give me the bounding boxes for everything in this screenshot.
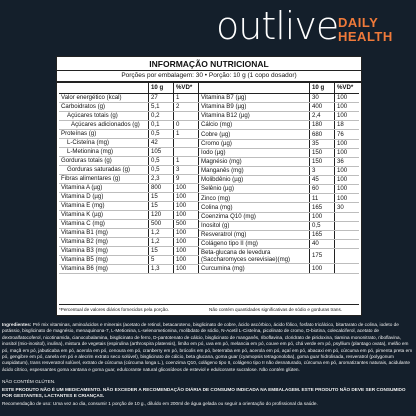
nutrient-row [199, 221, 359, 230]
nutrient-name: Coenzima Q10 (mg) [199, 212, 310, 221]
nutrient-amount: 27 [149, 93, 174, 102]
nutrient-name: Vitamina B5 (mg) [59, 255, 149, 264]
nutrient-vd [335, 212, 360, 221]
nutrient-amount: 105 [149, 147, 174, 156]
nutrition-table-left [59, 83, 199, 274]
nutrient-row [59, 102, 199, 111]
nutrient-name: Valor energético (kcal) [59, 93, 149, 102]
nutrient-amount: 680 [310, 130, 335, 139]
nutrient-name: Vitamina C (mg) [59, 219, 149, 228]
nutrient-row [59, 183, 199, 192]
nutrient-vd: 100 [335, 185, 360, 194]
nutrient-vd: 100 [335, 102, 360, 111]
nutrient-row [199, 230, 359, 239]
nutrient-vd: 100 [174, 183, 199, 192]
nutrient-row [199, 212, 359, 221]
nutrient-name: Curcumina (mg) [199, 264, 310, 273]
nutrient-name: Carboidratos (g) [59, 102, 149, 111]
nutrient-amount: 175 [310, 249, 335, 264]
nutrient-name: Selênio (µg) [199, 185, 310, 194]
header-nutrient [59, 83, 149, 93]
nutrient-row [199, 264, 359, 273]
nutrient-amount: 45 [310, 176, 335, 185]
nutrient-amount: 35 [310, 139, 335, 148]
nutrient-name: Gorduras saturadas (g) [59, 165, 149, 174]
nutrient-amount: 42 [149, 138, 174, 147]
nutrient-row [59, 138, 199, 147]
nutrient-name: Manganês (mg) [199, 166, 310, 175]
nutrient-amount: 15 [149, 246, 174, 255]
nutrient-vd: 500 [174, 219, 199, 228]
nutrient-row [199, 240, 359, 249]
nutrient-vd: 0 [174, 120, 199, 129]
nutrient-amount: 165 [310, 230, 335, 239]
nutrient-amount: 15 [149, 192, 174, 201]
nutrient-row [59, 228, 199, 237]
nutrient-name: Vitamina K (µg) [59, 210, 149, 219]
usage-recommendation: Recomendação de uso: Uma vez ao dia, consumir 1 porção de 10 g., diluído em 200ml de água gelada ou seguir a orientação do profissional da saúde. [2, 401, 318, 406]
nutrient-name: L-Cisteína (mg) [59, 138, 149, 147]
header [0, 0, 416, 52]
nutrient-row [199, 112, 359, 121]
ingredients-text [2, 322, 414, 373]
nutrient-amount: 3 [310, 166, 335, 175]
nutrient-name: Vitamina B1 (mg) [59, 228, 149, 237]
nutrient-name: Vitamina B2 (mg) [59, 237, 149, 246]
nutrient-amount: 15 [149, 201, 174, 210]
nutrient-amount: 11 [310, 194, 335, 203]
nutrient-vd: 9 [174, 174, 199, 183]
nutrient-row [59, 129, 199, 138]
nutrient-name: Inositol (g) [199, 221, 310, 230]
nutrient-amount: 120 [149, 210, 174, 219]
nutrient-amount: 1,2 [149, 228, 174, 237]
nutrient-row [199, 176, 359, 185]
nutrient-vd: 100 [335, 139, 360, 148]
nutrient-name: Resveratrol (mg) [199, 230, 310, 239]
nutrient-row [59, 165, 199, 174]
nutrient-name: Vitamina D (µg) [59, 192, 149, 201]
nutrient-vd: 18 [335, 121, 360, 130]
ingredients-list: Pré mix vitaminas, aminoácidos e minerais (acetato de retinol, betacaroteno, bisglicinato de cobre, ácido ascórbico, ácido fólico, fosfato tricálcico, bitartarato de colina, iodeto de potássio, bisglicinato de magnésio, menaquinona-7, L-Metionina, L-selenometionina, molibdato de sódio, N-Acetil L-Cisteína, picolinato de cromo, D-biotina, colecalciferol, acetato de dextroalfatocoferol, nicotinamida, cianocobalamina, bisglicinato de ferro, D-pantotenato de cálcio, bisglicinato de manganês, riboflavina, cloridrato de piridoxina, tiamina mononitrato, riboflavina, inositol (mio-inositol), inulina), mistura de vegetais (espirulina (arthrospira platensis), limão em pó, uva em pó, melancia em pó, couve em pó, chá verde em pó, psyllium (plantago ovata), melão em pó, maçã em pó, jabuticaba em pó, acerola em pó, cenoura em pó, cranberry em pó, brócolis em pó, beterraba em pó, acerola em pó, açaí em pó, abacaxi em pó, cúrcuma em pó, pimenta preta em pó, gengibre em pó, canela em pó e alecrim extrato seco solúvel), bisglicinato de cálcio, beta glucana, goma guar (cyamopsis tetragonoloba), goma guar hidrolisada, resveratrol (polygonum cuspidatum), trans resveratrol solúvel, extrato de cúrcuma (cúrcuma longa L.), coenzima Q10, colágeno tipo II, colágeno tipo II não desnaturado, cúrcuma em pó, aromatizantes naturais, acidulante ácido cítrico, espessantes goma xantana e goma guar, edulcorante natural glicosídeos de esteviol e edulcorante sucralose. Não contém glúten. [2, 322, 413, 372]
nutrient-vd [335, 221, 360, 230]
nutrient-amount: 180 [310, 121, 335, 130]
header-vd: %VD* [335, 83, 360, 93]
nutrient-amount: 150 [310, 148, 335, 157]
nutrient-name: Proteínas (g) [59, 129, 149, 138]
nutrient-vd: 100 [335, 93, 360, 102]
nutrient-vd: 100 [174, 255, 199, 264]
nutrient-vd: 100 [174, 264, 199, 273]
nutrition-title: INFORMAÇÃO NUTRICIONAL [57, 57, 361, 71]
nutrient-vd: 36 [335, 157, 360, 166]
nutrient-name: Gorduras totais (g) [59, 156, 149, 165]
nutrient-vd: 30 [335, 203, 360, 212]
nutrient-amount: 1,2 [149, 237, 174, 246]
nutrient-amount: 0,5 [310, 221, 335, 230]
nutrient-amount: 5 [149, 255, 174, 264]
nutrient-row [59, 219, 199, 228]
nutrient-amount: 100 [310, 264, 335, 273]
brand-tagline-line1: DAILY [338, 15, 379, 30]
nutrient-amount: 800 [149, 183, 174, 192]
nutrient-name: Fibras alimentares (g) [59, 174, 149, 183]
nutrient-vd [174, 111, 199, 120]
nutrient-row [59, 264, 199, 273]
nutrient-name: Cromo (µg) [199, 139, 310, 148]
nutrient-row [199, 102, 359, 111]
nutrient-amount: 150 [310, 157, 335, 166]
header-vd: %VD* [174, 83, 199, 93]
nutrient-row [199, 249, 359, 264]
nutrient-name: Vitamina E (mg) [59, 201, 149, 210]
nutrient-vd: 100 [174, 192, 199, 201]
nutrient-row [59, 111, 199, 120]
nutrient-row [59, 201, 199, 210]
nutrient-vd: 76 [335, 130, 360, 139]
nutrient-row [59, 156, 199, 165]
ingredients-heading: Ingredientes: [2, 322, 32, 327]
nutrient-row [199, 194, 359, 203]
nutrient-amount: 400 [310, 102, 335, 111]
nutrient-row [59, 246, 199, 255]
nutrient-row [199, 185, 359, 194]
nutrient-vd: 100 [174, 237, 199, 246]
nutrient-amount: 0,2 [149, 111, 174, 120]
nutrient-amount: 0,5 [149, 156, 174, 165]
nutrient-amount: 0,1 [149, 120, 174, 129]
nutrient-vd [174, 147, 199, 156]
nutrient-vd: 100 [174, 210, 199, 219]
nutrient-amount: 2,4 [310, 112, 335, 121]
nutrient-vd [335, 264, 360, 273]
nutrient-name: Açúcares totais (g) [59, 111, 149, 120]
nutrient-row [59, 192, 199, 201]
nutrient-vd: 100 [335, 112, 360, 121]
nutrient-name: Vitamina B3 (mg) [59, 246, 149, 255]
nutrient-amount: 165 [310, 203, 335, 212]
nutrient-vd: 1 [174, 129, 199, 138]
nutrient-name: Cobre (µg) [199, 130, 310, 139]
nutrient-row [59, 255, 199, 264]
nutrient-row [199, 93, 359, 102]
footnote-vd: *Percentual de valores diários fornecidos pela porção. [59, 307, 170, 312]
gluten-notice: NÃO CONTÉM GLÚTEN. [2, 379, 56, 384]
nutrient-vd: 100 [335, 148, 360, 157]
nutrient-vd: 100 [174, 228, 199, 237]
nutrient-amount: 0,5 [149, 129, 174, 138]
nutrient-amount: 2,3 [149, 174, 174, 183]
nutrient-vd: 100 [335, 194, 360, 203]
nutrient-amount: 500 [149, 219, 174, 228]
header-amount: 10 g [149, 83, 174, 93]
nutrient-row [199, 130, 359, 139]
nutrient-amount: 40 [310, 240, 335, 249]
nutrient-row [199, 203, 359, 212]
nutrient-name: Vitamina A (µg) [59, 183, 149, 192]
nutrient-name: Iodo (µg) [199, 148, 310, 157]
brand-logo: outlive [216, 4, 339, 48]
nutrient-vd: 3 [174, 165, 199, 174]
header-nutrient [199, 83, 310, 93]
nutrient-amount: 1,3 [149, 264, 174, 273]
nutrient-name: Colágeno tipo II (mg) [199, 240, 310, 249]
nutrient-name: Magnésio (mg) [199, 157, 310, 166]
nutrient-name: Cálcio (mg) [199, 121, 310, 130]
nutrient-row [59, 147, 199, 156]
nutrient-name: Vitamina B9 (µg) [199, 102, 310, 111]
nutrient-name: Açúcares adicionados (g) [59, 120, 149, 129]
nutrient-vd: 1 [174, 156, 199, 165]
nutrition-facts-panel [56, 56, 362, 316]
nutrient-row [59, 174, 199, 183]
nutrient-vd: 100 [335, 166, 360, 175]
nutrient-name: Colina (mg) [199, 203, 310, 212]
nutrient-amount: 0,5 [149, 165, 174, 174]
brand-tagline-line2: HEALTH [338, 29, 393, 44]
header-amount: 10 g [310, 83, 335, 93]
nutrient-vd: 2 [174, 102, 199, 111]
nutrient-row [59, 93, 199, 102]
nutrition-footnotes [59, 304, 359, 313]
nutrient-name: L-Metionina (mg) [59, 147, 149, 156]
nutrition-table-right [199, 83, 359, 274]
nutrient-row [59, 120, 199, 129]
nutrient-row [199, 139, 359, 148]
nutrient-vd: 1 [174, 93, 199, 102]
nutrient-row [199, 157, 359, 166]
nutrient-name: Molibdênio (µg) [199, 176, 310, 185]
nutrient-vd [174, 138, 199, 147]
nutrient-row [59, 210, 199, 219]
nutrient-vd [335, 249, 360, 264]
medicine-warning: ESTE PRODUTO NÃO É UM MEDICAMENTO. NÃO EXCEDER A RECOMENDAÇÃO DIÁRIA DE CONSUMO INDICADA NA EMBALAGEM. ESTE PRODUTO NÃO DEVE SER CONSUMIDO POR GESTANTES, LACTANTES E CRIANÇAS. [2, 387, 406, 399]
nutrient-name: Vitamina B12 (µg) [199, 112, 310, 121]
nutrient-vd: 100 [174, 246, 199, 255]
nutrient-row [199, 148, 359, 157]
nutrient-vd [335, 240, 360, 249]
nutrient-row [199, 121, 359, 130]
nutrient-vd: 100 [335, 176, 360, 185]
footnote-sodium: Não contém quantidades significativas de sódio e gorduras trans. [209, 307, 343, 312]
nutrient-vd [335, 230, 360, 239]
nutrient-name: Beta-glucana de levedura (Saccharomyces cerevisiae)(mg) [199, 249, 310, 264]
nutrient-name: Vitamina B7 (µg) [199, 93, 310, 102]
nutrient-amount: 30 [310, 93, 335, 102]
nutrient-row [199, 166, 359, 175]
serving-info: Porções por embalagem: 30 • Porção: 10 g (1 copo dosador) [57, 71, 361, 83]
nutrient-amount: 60 [310, 185, 335, 194]
nutrient-row [59, 237, 199, 246]
nutrient-amount: 5,1 [149, 102, 174, 111]
nutrient-name: Zinco (mg) [199, 194, 310, 203]
nutrient-name: Vitamina B6 (mg) [59, 264, 149, 273]
nutrient-vd: 100 [174, 201, 199, 210]
nutrient-amount: 100 [310, 212, 335, 221]
